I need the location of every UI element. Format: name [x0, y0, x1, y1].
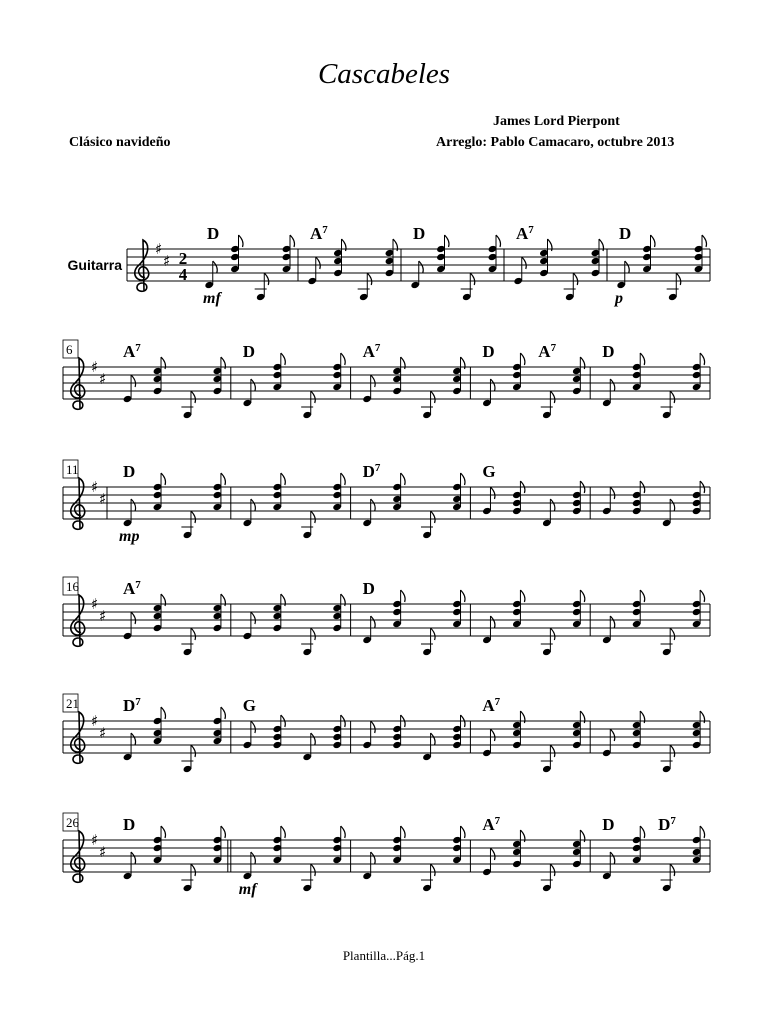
note-flag: [371, 616, 376, 628]
note-flag: [367, 273, 372, 285]
note-flag: [161, 826, 166, 838]
note-flag: [401, 590, 406, 602]
staff-system-6: [63, 813, 710, 898]
note-flag: [670, 499, 675, 511]
measure: [602, 342, 710, 419]
arranger-credit: Arreglo: Pablo Camacaro, octubre 2013: [436, 135, 675, 150]
measure: [362, 579, 470, 656]
note-flag: [191, 511, 196, 523]
chord-symbol: $D^7$: [123, 696, 141, 715]
chord-symbol: $A^7$: [482, 696, 501, 715]
measure: [482, 590, 590, 656]
sharp-icon: ♯: [91, 712, 99, 730]
measure: [602, 481, 710, 527]
measure: [482, 815, 590, 892]
note-flag: [131, 375, 136, 387]
note-flag: [251, 612, 256, 624]
note-flag: [550, 499, 555, 511]
note-flag: [341, 353, 346, 365]
measure: [513, 224, 607, 301]
note-flag: [431, 733, 436, 745]
measure: [362, 715, 470, 761]
measure: [362, 342, 470, 419]
staff-system-5: [63, 694, 710, 773]
note-flag: [676, 273, 681, 285]
composer-credit: James Lord Pierpont: [493, 114, 620, 129]
measure-number: 21: [66, 696, 79, 711]
note-flag: [550, 391, 555, 403]
note-flag: [191, 628, 196, 640]
chord-symbol: $A^7$: [482, 815, 501, 834]
sharp-icon: ♯: [163, 252, 171, 270]
note-flag: [401, 826, 406, 838]
note-flag: [490, 487, 495, 499]
chord-symbol: $A^7$: [123, 342, 141, 361]
note-flag: [341, 826, 346, 838]
measure: [482, 696, 590, 773]
staff-system-3: [63, 460, 710, 545]
measure: [123, 696, 231, 773]
chord-symbol: D: [123, 462, 136, 481]
note-flag: [371, 852, 376, 864]
chord-symbol: D: [362, 579, 375, 598]
sharp-icon: ♯: [91, 358, 99, 376]
sharp-icon: ♯: [91, 478, 99, 496]
instrument-name: Guitarra: [67, 257, 122, 273]
chord-symbol: $A^7$: [516, 224, 534, 243]
sharp-icon: ♯: [99, 490, 107, 508]
chord-extension: 7: [528, 224, 534, 236]
time-signature-top: 2: [178, 249, 188, 268]
measure: [362, 826, 470, 892]
measure: [602, 590, 710, 656]
note-flag: [520, 590, 525, 602]
measure: [602, 815, 710, 892]
note-flag: [371, 375, 376, 387]
dynamic-marking: mf: [238, 881, 257, 898]
chord-symbol: $D^7$: [658, 815, 676, 834]
dynamic-marking: mf: [203, 290, 221, 307]
treble-clef-icon: [71, 595, 85, 646]
note-flag: [161, 707, 166, 719]
note-flag: [640, 353, 645, 365]
sharp-icon: ♯: [99, 370, 107, 388]
note-flag: [131, 499, 136, 511]
note-flag: [311, 628, 316, 640]
time-signature-bottom: 4: [178, 265, 188, 284]
measure-number: 26: [66, 815, 79, 830]
sharp-icon: ♯: [91, 595, 99, 613]
page-footer: Plantilla...Pág.1: [342, 948, 426, 963]
page-title: Cascabeles: [317, 58, 451, 90]
staff-system-1: [68, 224, 710, 307]
note-flag: [490, 729, 495, 741]
treble-clef-icon: [71, 478, 85, 529]
note-flag: [341, 473, 346, 485]
staff-system-4: [63, 577, 710, 656]
note-flag: [251, 499, 256, 511]
note-flag: [700, 590, 705, 602]
measure: [242, 473, 350, 539]
note-flag: [610, 487, 615, 499]
note-flag: [640, 590, 645, 602]
note-flag: [670, 745, 675, 757]
note-flag: [490, 379, 495, 391]
note-flag: [431, 864, 436, 876]
subtitle: Clásico navideño: [69, 135, 171, 150]
note-flag: [431, 511, 436, 523]
note-flag: [131, 733, 136, 745]
note-flag: [610, 379, 615, 391]
chord-symbol: D: [482, 342, 495, 361]
measure: [307, 224, 401, 301]
chord-symbol: D: [602, 342, 615, 361]
note-flag: [700, 826, 705, 838]
chord-symbol: $D^7$: [362, 462, 381, 481]
dynamic-marking: mp: [119, 528, 140, 545]
note-flag: [670, 391, 675, 403]
note-flag: [461, 473, 466, 485]
sharp-icon: ♯: [99, 724, 107, 742]
note-flag: [670, 628, 675, 640]
chord-symbol: $A^7$: [538, 342, 557, 361]
note-flag: [221, 826, 226, 838]
chord-symbol: D: [602, 815, 615, 834]
note-flag: [520, 353, 525, 365]
note-flag: [311, 391, 316, 403]
note-flag: [640, 826, 645, 838]
chord-extension: 7: [374, 462, 381, 474]
sharp-icon: ♯: [99, 607, 107, 625]
note-flag: [625, 261, 630, 273]
chord-symbol: D: [242, 342, 256, 361]
note-flag: [251, 721, 256, 733]
note-flag: [496, 235, 501, 247]
note-flag: [522, 257, 527, 269]
chord-symbol: $A^7$: [362, 342, 381, 361]
measure: [242, 342, 350, 419]
note-flag: [610, 852, 615, 864]
measure-number: 6: [66, 342, 73, 357]
note-flag: [281, 473, 286, 485]
note-flag: [213, 261, 218, 273]
note-flag: [702, 235, 707, 247]
note-flag: [311, 511, 316, 523]
note-flag: [311, 864, 316, 876]
chord-symbol: $A^7$: [123, 579, 141, 598]
note-flag: [550, 864, 555, 876]
note-flag: [221, 707, 226, 719]
measure: [123, 342, 231, 419]
note-flag: [550, 745, 555, 757]
note-flag: [550, 628, 555, 640]
chord-symbol: G: [482, 462, 496, 481]
note-flag: [371, 721, 376, 733]
chord-extension: 7: [135, 342, 141, 354]
note-flag: [131, 852, 136, 864]
note-flag: [251, 379, 256, 391]
chord-extension: 7: [135, 696, 141, 708]
note-flag: [419, 261, 424, 273]
note-flag: [251, 852, 256, 864]
treble-clef-icon: [135, 240, 149, 291]
chord-extension: 7: [494, 815, 501, 827]
measure: [239, 826, 351, 898]
note-flag: [191, 391, 196, 403]
chord-symbol: $A^7$: [310, 224, 328, 243]
treble-clef-icon: [71, 712, 85, 763]
measure: [242, 594, 350, 656]
note-flag: [401, 473, 406, 485]
note-flag: [431, 628, 436, 640]
note-flag: [610, 729, 615, 741]
note-flag: [461, 590, 466, 602]
note-flag: [131, 612, 136, 624]
sharp-icon: ♯: [99, 843, 107, 861]
dynamic-marking: p: [615, 290, 623, 307]
note-flag: [281, 353, 286, 365]
chord-extension: 7: [550, 342, 557, 354]
note-flag: [191, 864, 196, 876]
staff-system-2: [63, 340, 710, 419]
note-flag: [700, 353, 705, 365]
note-flag: [281, 826, 286, 838]
note-flag: [470, 273, 475, 285]
treble-clef-icon: [71, 358, 85, 409]
note-flag: [316, 257, 321, 269]
chord-symbol: D: [413, 224, 426, 243]
chord-extension: 7: [494, 696, 501, 708]
chord-symbol: D: [207, 224, 220, 243]
treble-clef-icon: [71, 831, 85, 882]
note-flag: [490, 616, 495, 628]
chord-symbol: G: [242, 696, 257, 715]
note-flag: [651, 235, 656, 247]
note-flag: [670, 864, 675, 876]
note-flag: [311, 733, 316, 745]
note-flag: [290, 235, 295, 247]
note-flag: [221, 473, 226, 485]
chord-symbol: D: [123, 815, 136, 834]
chord-symbol: D: [619, 224, 632, 243]
measure: [410, 224, 504, 301]
note-flag: [461, 826, 466, 838]
chord-extension: 7: [374, 342, 381, 354]
note-flag: [445, 235, 450, 247]
note-flag: [239, 235, 244, 247]
note-flag: [490, 848, 495, 860]
measure-number: 11: [66, 462, 79, 477]
chord-extension: 7: [670, 815, 676, 827]
note-flag: [580, 590, 585, 602]
note-flag: [161, 473, 166, 485]
note-flag: [264, 273, 269, 285]
sharp-icon: ♯: [91, 831, 99, 849]
chord-extension: 7: [322, 224, 328, 236]
note-flag: [610, 616, 615, 628]
note-flag: [371, 499, 376, 511]
sharp-icon: ♯: [155, 240, 163, 258]
measure: [482, 342, 590, 419]
measure-number: 16: [66, 579, 79, 594]
note-flag: [431, 391, 436, 403]
measure: [602, 711, 710, 773]
measure: [123, 815, 231, 892]
measure: [123, 579, 231, 656]
note-flag: [573, 273, 578, 285]
measure: [362, 462, 470, 539]
note-flag: [191, 745, 196, 757]
chord-extension: 7: [135, 579, 141, 591]
